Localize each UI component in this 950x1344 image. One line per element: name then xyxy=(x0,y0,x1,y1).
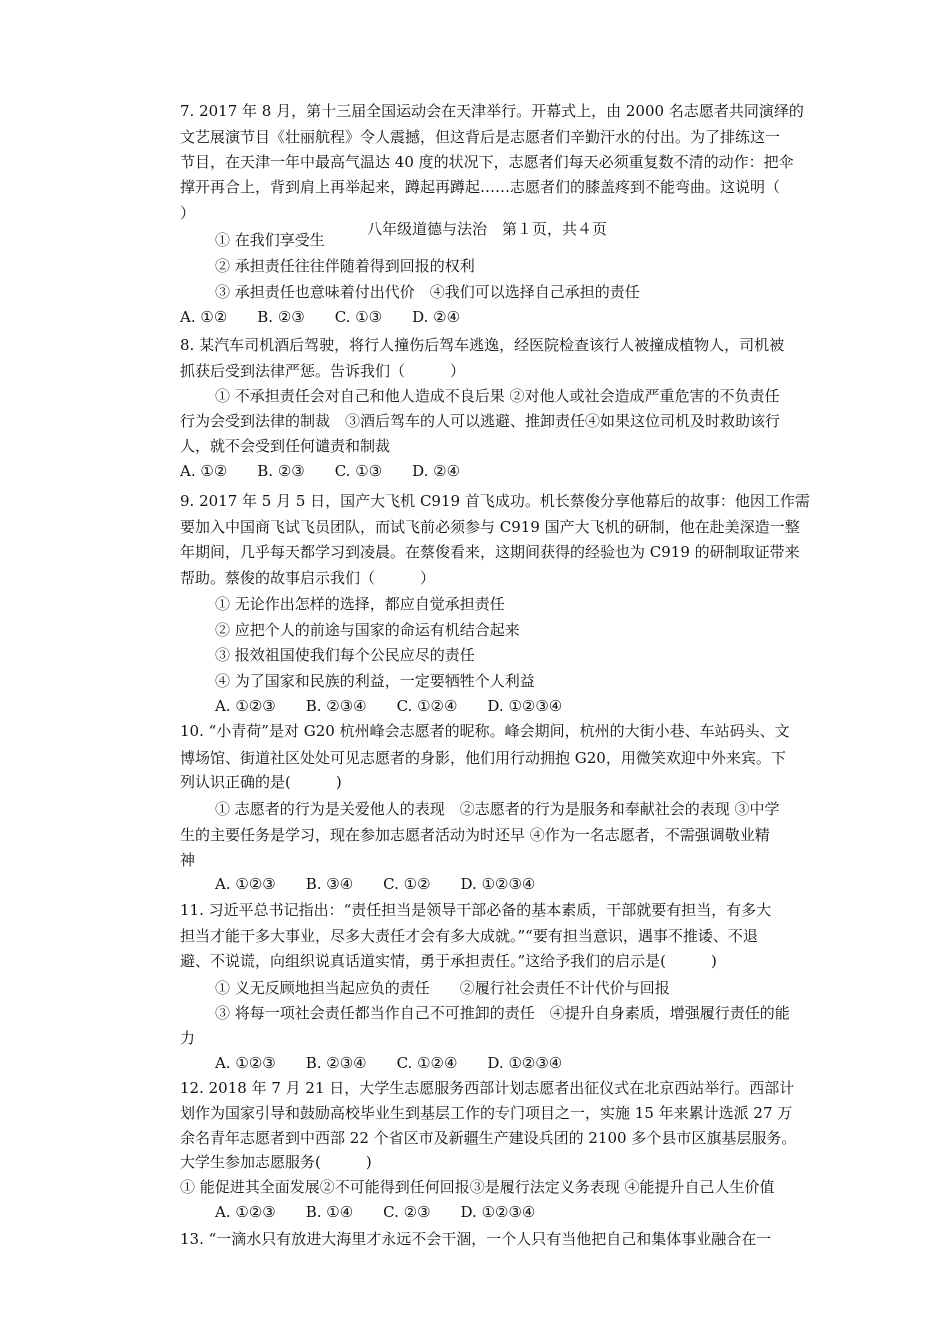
q9-option-2: ② 应把个人的前途与国家的命运有机结合起来 xyxy=(215,621,520,639)
q12-answers: A. ①②③ B. ①④ C. ②③ D. ①②③④ xyxy=(215,1203,536,1221)
q7-option-1: ① 在我们享受生 xyxy=(215,231,325,249)
q10-option-line-3: 神 xyxy=(180,851,196,869)
q9-option-1: ① 无论作出怎样的选择，都应自觉承担责任 xyxy=(215,595,505,613)
q11-line-1: 11. 习近平总书记指出：“责任担当是领导干部必备的基本素质，干部就要有担当，有多大 xyxy=(180,901,772,919)
q9-line-2: 要加入中国商飞试飞员团队，而试飞前必须参与 C919 国产大飞机的研制，他在赴美深造一整 xyxy=(180,518,800,536)
q7-line-3: 节目，在天津一年中最高气温达 40 度的状况下，志愿者们每天必须重复数不清的动作：把伞 xyxy=(180,153,794,171)
q12-line-4: 大学生参加志愿服务( ) xyxy=(180,1153,372,1171)
q8-answers: A. ①② B. ②③ C. ①③ D. ②④ xyxy=(180,462,461,480)
q8-line-2: 抓获后受到法律严惩。告诉我们（ ） xyxy=(180,362,466,380)
q9-option-4: ④ 为了国家和民族的利益，一定要牺牲个人利益 xyxy=(215,672,535,690)
q9-line-4: 帮助。蔡俊的故事启示我们（ ） xyxy=(180,569,436,587)
q10-line-3: 列认识正确的是( ) xyxy=(180,773,342,791)
q12-line-3: 余名青年志愿者到中西部 22 个省区市及新疆生产建设兵团的 2100 多个县市区旗基层服务。 xyxy=(180,1129,797,1147)
q10-option-line-1: ① 志愿者的行为是关爱他人的表现 ②志愿者的行为是服务和奉献社会的表现 ③中学 xyxy=(215,800,780,818)
q11-option-line-1: ① 义无反顾地担当起应负的责任 ②履行社会责任不计代价与回报 xyxy=(215,979,670,997)
q8-option-line-1: ① 不承担责任会对自己和他人造成不良后果 ②对他人或社会造成严重危害的不负责任 xyxy=(215,387,780,405)
q9-option-3: ③ 报效祖国使我们每个公民应尽的责任 xyxy=(215,646,475,664)
q10-line-1: 10. “小青荷”是对 G20 杭州峰会志愿者的昵称。峰会期间，杭州的大街小巷、车站码头、文 xyxy=(180,722,790,740)
q13-line-1: 13. “一滴水只有放进大海里才永远不会干涸，一个人只有当他把自己和集体事业融合在一 xyxy=(180,1230,772,1248)
q7-option-3: ③ 承担责任也意味着付出代价 ④我们可以选择自己承担的责任 xyxy=(215,283,640,301)
q8-option-line-3: 人，就不会受到任何谴责和制裁 xyxy=(180,437,391,455)
q12-line-2: 划作为国家引导和鼓励高校毕业生到基层工作的专门项目之一，实施 15 年来累计选派 27 万 xyxy=(180,1104,793,1122)
page-footer: 八年级道德与法治 第１页，共４页 xyxy=(352,216,622,242)
q8-option-line-2: 行为会受到法律的制裁 ③酒后驾车的人可以逃避、推卸责任④如果这位司机及时救助该行 xyxy=(180,412,781,430)
q9-answers: A. ①②③ B. ②③④ C. ①②④ D. ①②③④ xyxy=(215,697,563,715)
q10-option-line-2: 生的主要任务是学习，现在参加志愿者活动为时还早 ④作为一名志愿者，不需强调敬业精 xyxy=(180,826,770,844)
q7-line-5: ） xyxy=(180,204,196,222)
q7-option-2: ② 承担责任往往伴随着得到回报的权利 xyxy=(215,257,475,275)
q11-line-3: 避、不说谎，向组织说真话道实情，勇于承担责任。”这给予我们的启示是( ) xyxy=(180,952,717,970)
q12-option-line-1: ① 能促进其全面发展②不可能得到任何回报③是履行法定义务表现 ④能提升自己人生价值 xyxy=(180,1178,775,1196)
q10-line-2: 博场馆、街道社区处处可见志愿者的身影，他们用行动拥抱 G20，用微笑欢迎中外来宾。下 xyxy=(180,749,786,767)
q12-line-1: 12. 2018 年 7 月 21 日，大学生志愿服务西部计划志愿者出征仪式在北京西站举行。西部计 xyxy=(180,1079,795,1097)
q9-line-1: 9. 2017 年 5 月 5 日，国产大飞机 C919 首飞成功。机长蔡俊分享他幕后的故事：他因工作需 xyxy=(180,492,810,510)
q11-answers: A. ①②③ B. ②③④ C. ①②④ D. ①②③④ xyxy=(215,1054,563,1072)
q7-line-2: 文艺展演节目《壮丽航程》令人震撼，但这背后是志愿者们辛勤汗水的付出。为了排练这一 xyxy=(180,128,781,146)
q10-answers: A. ①②③ B. ③④ C. ①② D. ①②③④ xyxy=(215,875,536,893)
q9-line-3: 年期间，几乎每天都学习到凌晨。在蔡俊看来，这期间获得的经验也为 C919 的研制取证带来 xyxy=(180,543,800,561)
q7-answers: A. ①② B. ②③ C. ①③ D. ②④ xyxy=(180,308,461,326)
q7-line-4: 撑开再合上，背到肩上再举起来，蹲起再蹲起……志愿者们的膝盖疼到不能弯曲。这说明（ xyxy=(180,178,781,196)
q8-line-1: 8. 某汽车司机酒后驾驶，将行人撞伤后驾车逃逸，经医院检查该行人被撞成植物人，司机被 xyxy=(180,336,785,354)
q11-option-line-2: ③ 将每一项社会责任都当作自己不可推卸的责任 ④提升自身素质，增强履行责任的能 xyxy=(215,1004,790,1022)
q11-line-2: 担当才能干多大事业，尽多大责任才会有多大成就。”“要有担当意识，遇事不推诿、不退 xyxy=(180,927,758,945)
q11-option-line-3: 力 xyxy=(180,1029,196,1047)
q7-line-1: 7. 2017 年 8 月，第十三届全国运动会在天津举行。开幕式上，由 2000 名志愿者共同演绎的 xyxy=(180,102,804,120)
